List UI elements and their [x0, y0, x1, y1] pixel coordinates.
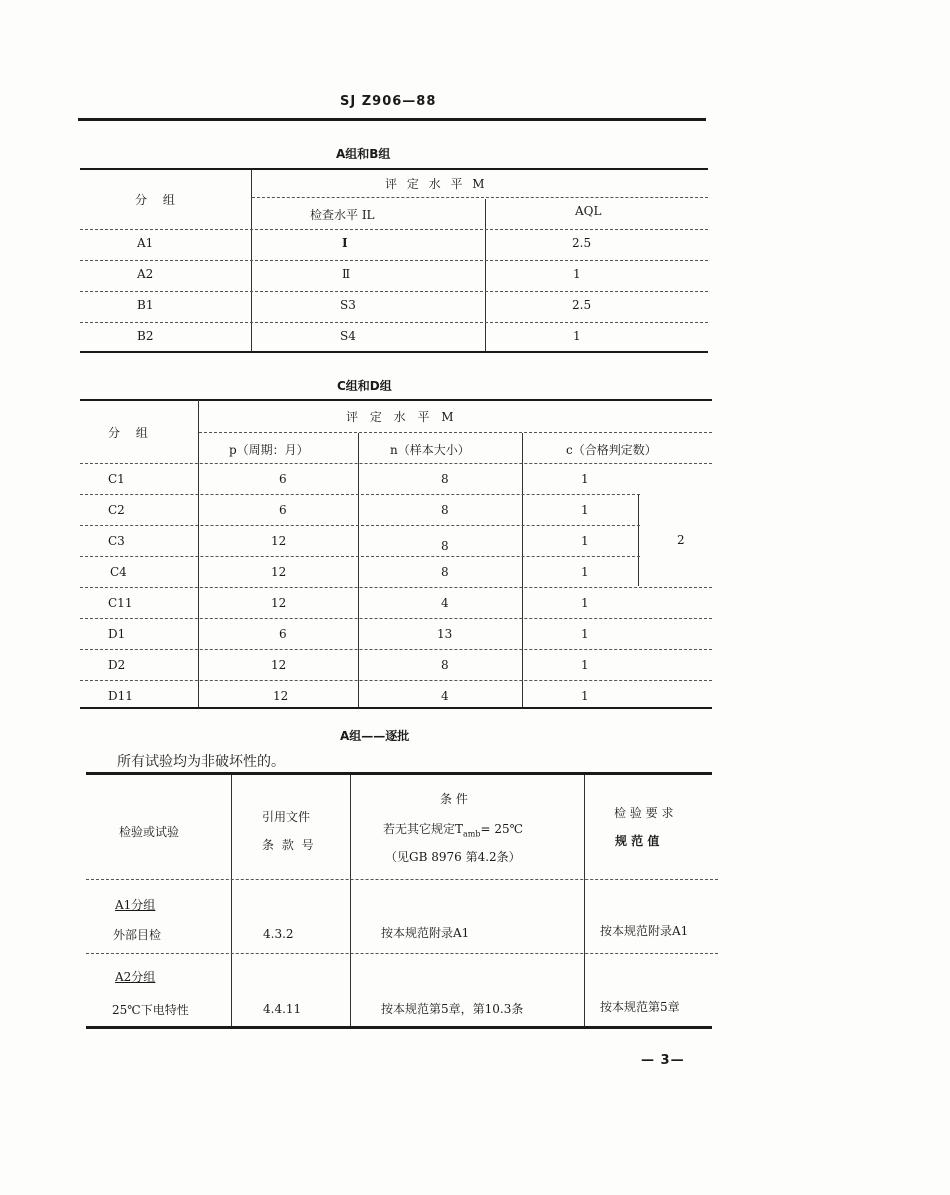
table-a-col-cond-3: （见GB 8976 第4.2条） — [385, 850, 521, 864]
table-cd-col-c: c（合格判定数） — [566, 443, 657, 457]
table-cd-group-header: 分 组 — [108, 426, 154, 440]
table-cd-merged-c: 2 — [677, 533, 685, 547]
section-a-caption: A组——逐批 — [340, 729, 410, 743]
table-ab-col-aql: AQL — [575, 204, 602, 218]
section-a-note: 所有试验均为非破坏性的。 — [117, 754, 285, 770]
page-number: — 3— — [641, 1053, 685, 1068]
table-a-col-cond-2: 若无其它规定$T_{amb}=$ 25℃ — [383, 822, 524, 839]
table-a-col-ref-1: 引用文件 — [262, 810, 311, 824]
table-ab-col-il: 检查水平 IL — [310, 208, 375, 222]
table-a-col-ref-2: 条 款 号 — [262, 838, 316, 852]
header-rule — [78, 118, 706, 121]
table-a-col-req-2: 规 范 值 — [615, 834, 660, 848]
table-a-col-cond-1: 条 件 — [440, 792, 468, 806]
table-ab-caption: A组和B组 — [336, 147, 391, 161]
table-ab-level-header: 评 定 水 平 M — [385, 177, 488, 191]
table-a-col-req-1: 检 验 要 求 — [614, 806, 674, 820]
table-cd-caption: C组和D组 — [337, 379, 392, 393]
table-a-col-test: 检验或试验 — [119, 825, 180, 839]
document-code: SJ Z906—88 — [340, 94, 437, 109]
table-cd-col-n: n（样本大小） — [390, 443, 470, 457]
table-cd-level-header: 评 定 水 平 M — [346, 410, 458, 424]
table-ab-group-header: 分 组 — [135, 193, 181, 207]
table-cd-col-p: p（周期：月） — [229, 443, 309, 457]
